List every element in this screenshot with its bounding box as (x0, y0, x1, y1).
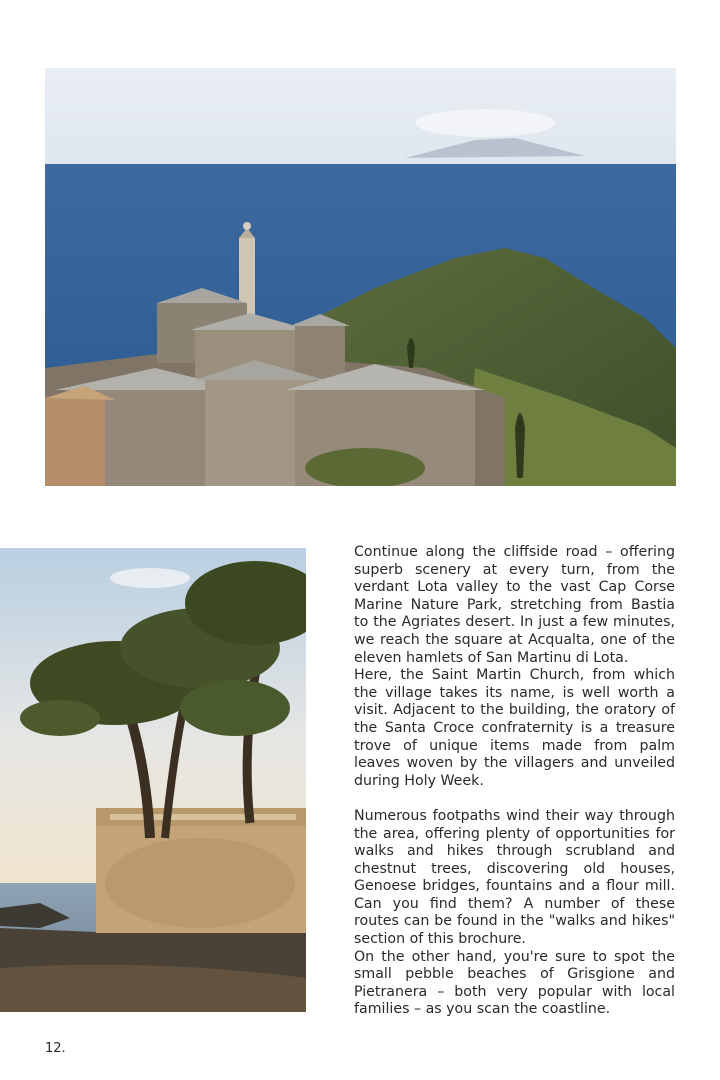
paragraph-footpaths: Numerous footpaths wind their way through the area, offering plenty of opportunities for walks and hikes through scrubland and chestnut trees, discovering old houses, Genoese bridges, fountains and a flour mill. Can you find them? A number of these routes can be found in the "walks and hikes" section of this brochure. (354, 807, 675, 948)
paragraph-saint-martin-church: Here, the Saint Martin Church, from which the village takes its name, is well worth a visit. Adjacent to the building, the oratory of the Santa Croce confraternity is a treasure trove of unique items made from palm leaves woven by the villagers and unveiled during Holy Week. (354, 667, 675, 789)
paragraph-cliffside-road: Continue along the cliffside road – offering superb scenery at every turn, from the verdant Lota valley to the vast Cap Corse Marine Nature Park, stretching from Bastia to the Agriates desert. In just a few minutes, we reach the square at Acqualta, one of the eleven hamlets of San Martinu di Lota. (354, 544, 675, 666)
coastal-pines-photo (0, 548, 306, 1012)
article-text (354, 544, 675, 1019)
village-sea-photo (45, 68, 676, 486)
paragraph-pebble-beaches: On the other hand, you're sure to spot the small pebble beaches of Grisgione and Pietranera – both very popular with local families – as you scan the coastline. (354, 948, 675, 1018)
coastal-pines-illustration (0, 548, 306, 1012)
village-sea-illustration (45, 68, 676, 486)
page-number: 12. (45, 1041, 66, 1056)
